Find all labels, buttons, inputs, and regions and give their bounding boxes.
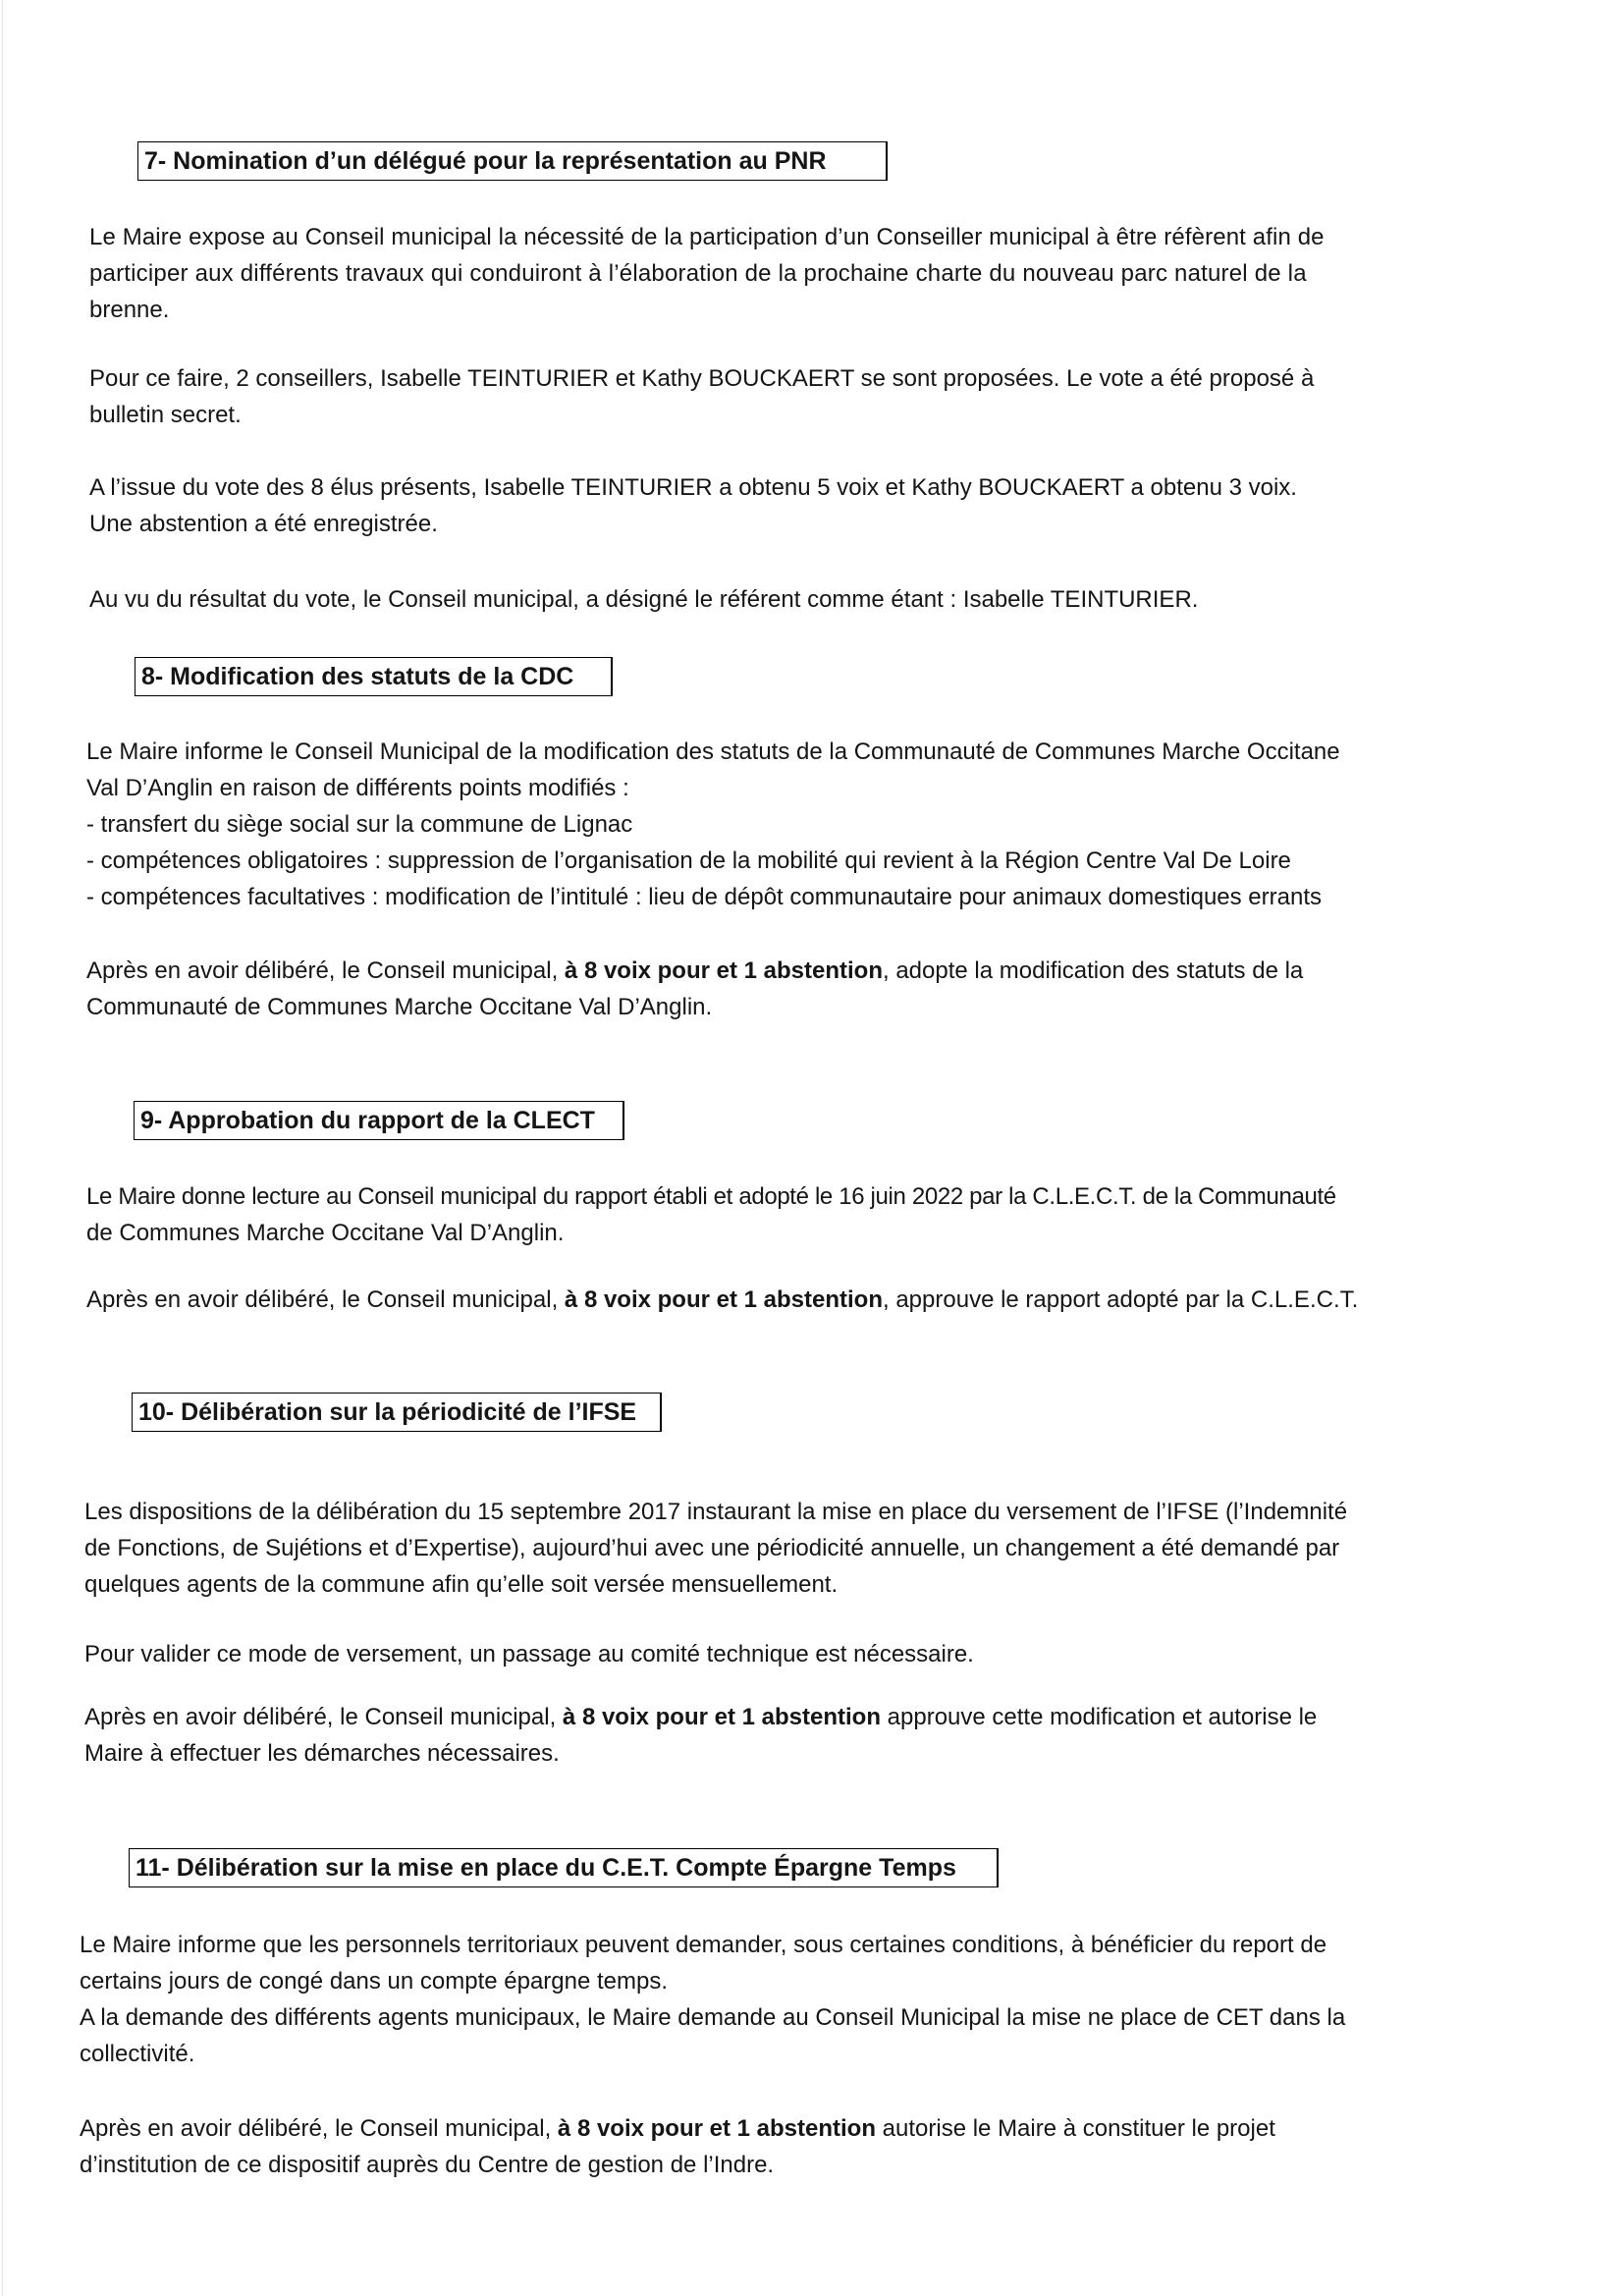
text-run: Après en avoir délibéré, le Conseil municipal,: [84, 1704, 563, 1730]
text-line: de Fonctions, de Sujétions et d’Expertise), aujourd’hui avec une périodicité annuelle, un changement a été demandé par: [84, 1535, 1340, 1561]
section-7-paragraph-2: [89, 360, 1314, 433]
section-8-paragraph-1: [86, 734, 1340, 915]
vote-result: à 8 voix pour et 1 abstention: [562, 1704, 881, 1730]
text-line: Le Maire informe que les personnels territoriaux peuvent demander, sous certaines conditions, à bénéficier du report de: [80, 1932, 1327, 1958]
text-line: quelques agents de la commune afin qu’elle soit versée mensuellement.: [84, 1571, 839, 1598]
text-line: Pour ce faire, 2 conseillers, Isabelle TEINTURIER et Kathy BOUCKAERT se sont proposées. Le vote a été proposé à: [89, 365, 1315, 392]
text-line: Maire à effectuer les démarches nécessaires.: [84, 1740, 560, 1767]
text-line: [84, 1699, 1317, 1735]
text-run: Après en avoir délibéré, le Conseil municipal,: [86, 1286, 565, 1313]
text-line: Une abstention a été enregistrée.: [89, 511, 438, 537]
text-line: [80, 2110, 1275, 2147]
section-10-paragraph-1: [84, 1494, 1542, 1603]
text-run: Après en avoir délibéré, le Conseil municipal,: [86, 957, 565, 984]
text-line: Pour valider ce mode de versement, un passage au comité technique est nécessaire.: [84, 1641, 974, 1667]
section-9-paragraph-1: [86, 1178, 1336, 1251]
section-7-paragraph-3: [89, 469, 1297, 542]
section-10-paragraph-3: [84, 1699, 1317, 1772]
text-line: Val D’Anglin en raison de différents points modifiés :: [86, 775, 629, 801]
section-heading-9: 9- Approbation du rapport de la CLECT: [134, 1101, 624, 1140]
text-line: [86, 1282, 1358, 1318]
text-line: [86, 953, 1303, 989]
vote-result: à 8 voix pour et 1 abstention: [564, 957, 883, 984]
text-line: A l’issue du vote des 8 élus présents, Isabelle TEINTURIER a obtenu 5 voix et Kathy BOUCKAERT a obtenu 3 voix.: [89, 474, 1297, 501]
section-11-paragraph-1: [80, 1927, 1345, 2072]
text-line: de Communes Marche Occitane Val D’Anglin.: [86, 1220, 565, 1246]
text-line: Le Maire expose au Conseil municipal la nécessité de la participation d’un Conseiller municipal à être réfèrent afin de: [89, 224, 1325, 250]
text-line: collectivité.: [80, 2041, 195, 2067]
section-heading-8: 8- Modification des statuts de la CDC: [135, 657, 613, 696]
text-line: certains jours de congé dans un compte épargne temps.: [80, 1968, 669, 1995]
section-9-paragraph-2: [86, 1282, 1358, 1318]
text-run: , adopte la modification des statuts de la: [883, 957, 1304, 984]
text-line: Le Maire informe le Conseil Municipal de la modification des statuts de la Communauté de Communes Marche Occitane: [86, 738, 1340, 765]
section-8-paragraph-2: [86, 953, 1303, 1025]
text-line: brenne.: [89, 297, 170, 323]
vote-result: à 8 voix pour et 1 abstention: [557, 2115, 876, 2142]
text-line: participer aux différents travaux qui conduiront à l’élaboration de la prochaine charte du nouveau parc naturel de la: [89, 260, 1307, 287]
section-heading-10: 10- Délibération sur la périodicité de l’IFSE: [132, 1393, 662, 1432]
text-line: bulletin secret.: [89, 402, 242, 428]
section-heading-7: 7- Nomination d’un délégué pour la représentation au PNR: [137, 141, 888, 181]
text-line: d’institution de ce dispositif auprès du Centre de gestion de l’Indre.: [80, 2152, 775, 2178]
text-line: - transfert du siège social sur la commune de Lignac: [86, 811, 633, 838]
section-7-paragraph-4: [89, 581, 1198, 618]
text-line: Les dispositions de la délibération du 15 septembre 2017 instaurant la mise en place du versement de l’IFSE (l’Indemnité: [84, 1499, 1348, 1525]
text-run: approuve cette modification et autorise le: [881, 1704, 1318, 1730]
text-line: - compétences obligatoires : suppression de l’organisation de la mobilité qui revient à la Région Centre Val De Loire: [86, 847, 1291, 874]
text-line: Au vu du résultat du vote, le Conseil municipal, a désigné le référent comme étant : Isabelle TEINTURIER.: [89, 586, 1199, 613]
page-edge: [2, 0, 3, 2296]
section-10-paragraph-2: [84, 1636, 974, 1672]
text-line: Communauté de Communes Marche Occitane Val D’Anglin.: [86, 994, 713, 1020]
section-11-paragraph-2: [80, 2110, 1275, 2183]
text-run: autorise le Maire à constituer le projet: [876, 2115, 1275, 2142]
text-run: , approuve le rapport adopté par la C.L.E.C.T.: [883, 1286, 1359, 1313]
text-line: - compétences facultatives : modification de l’intitulé : lieu de dépôt communautaire pour animaux domestiques errants: [86, 884, 1322, 910]
text-line: Le Maire donne lecture au Conseil municipal du rapport établi et adopté le 16 juin 2022 par la C.L.E.C.T. de la Communauté: [86, 1183, 1336, 1210]
section-7-paragraph-1: [89, 219, 1544, 328]
text-run: Après en avoir délibéré, le Conseil municipal,: [80, 2115, 558, 2142]
vote-result: à 8 voix pour et 1 abstention: [564, 1286, 883, 1313]
text-line: A la demande des différents agents municipaux, le Maire demande au Conseil Municipal la mise ne place de CET dans la: [80, 2004, 1346, 2031]
section-heading-11: 11- Délibération sur la mise en place du C.E.T. Compte Épargne Temps: [129, 1848, 999, 1887]
